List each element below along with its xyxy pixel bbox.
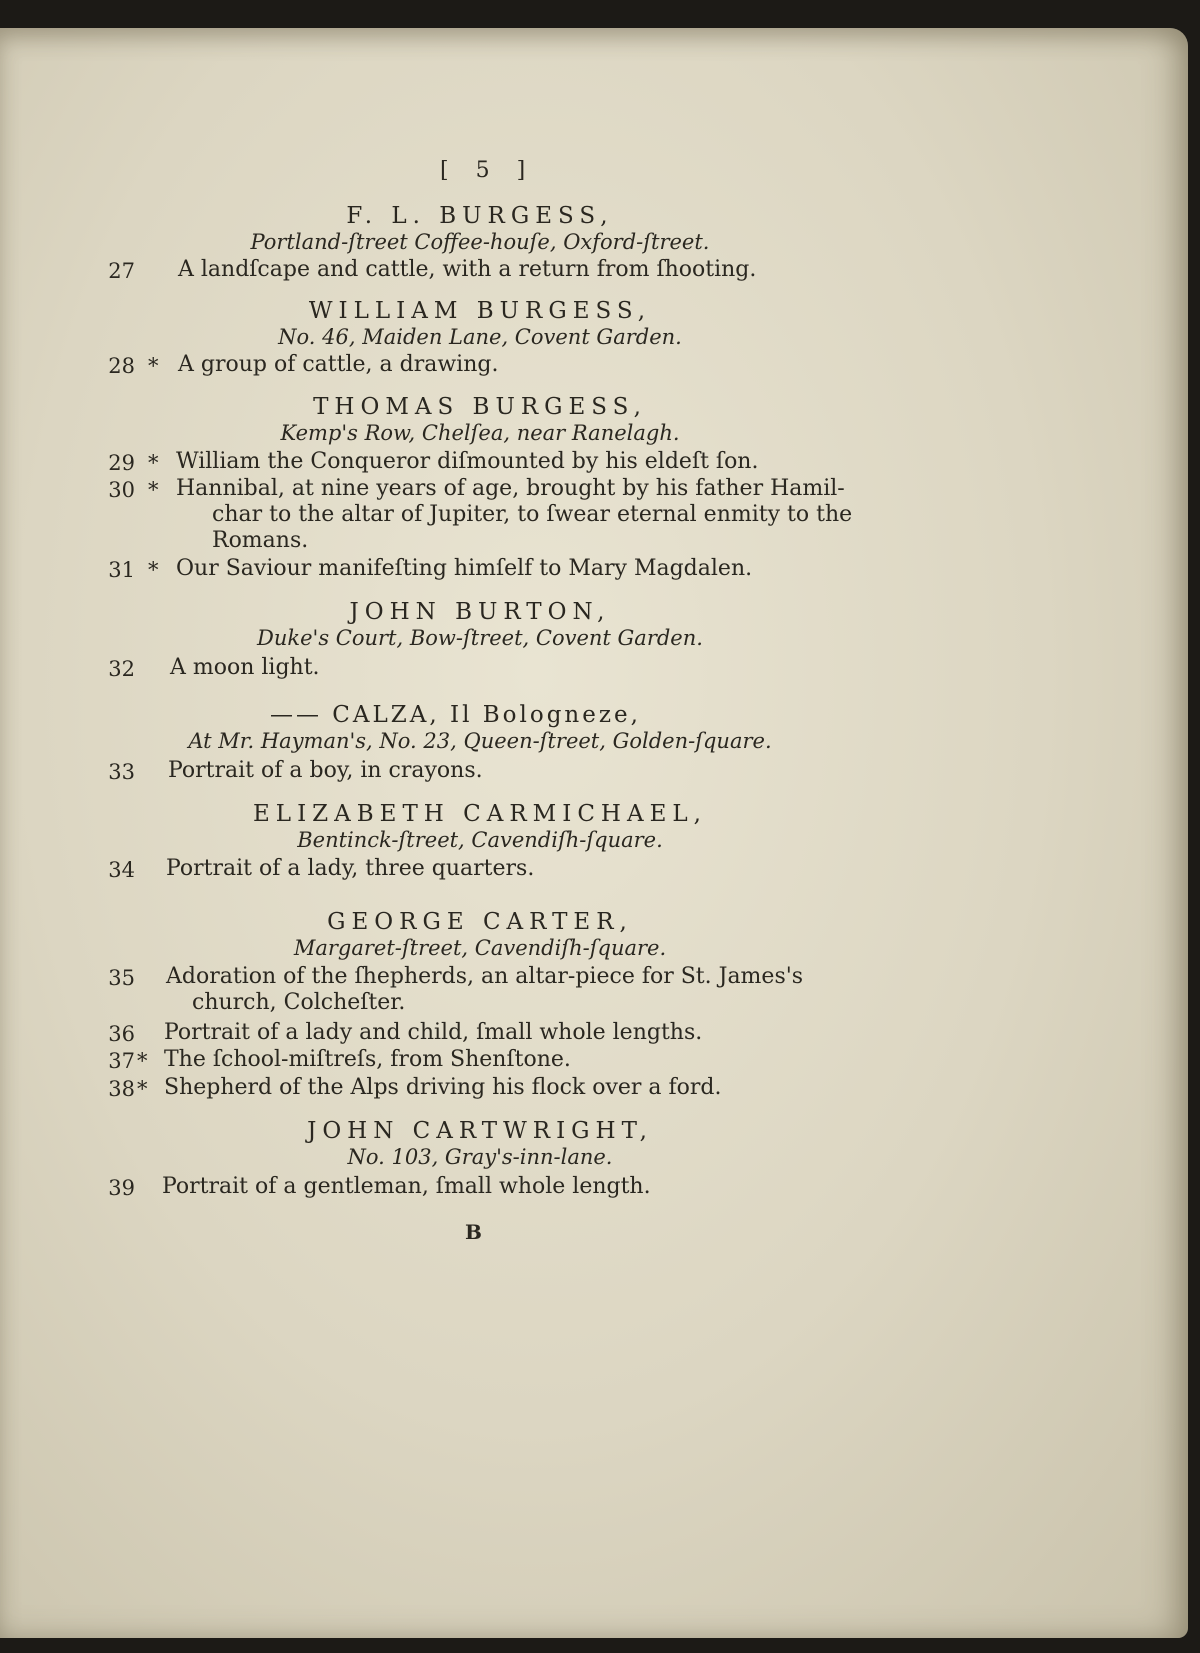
work-title: The ſchool-miſtreſs, from Shenſtone.	[164, 1047, 571, 1072]
star-marker: *	[148, 478, 159, 502]
work-title: Portrait of a lady, three quarters.	[166, 856, 535, 881]
catalogue-number: 30	[108, 478, 135, 502]
star-marker: *	[137, 1049, 148, 1073]
artist-address: Duke's Court, Bow-ſtreet, Covent Garden.	[257, 626, 703, 650]
catalogue-number: 34	[108, 858, 135, 882]
work-title: Portrait of a lady and child, ſmall whole lengths.	[164, 1020, 703, 1045]
book-page	[0, 28, 1188, 1638]
artist-name: GEORGE CARTER,	[327, 909, 633, 935]
work-title: Our Saviour manifeſting himſelf to Mary Magdalen.	[176, 556, 753, 581]
work-title: A landſcape and cattle, with a return from ſhooting.	[178, 257, 757, 282]
catalogue-number: 39	[108, 1176, 135, 1200]
work-title: A group of cattle, a drawing.	[178, 352, 499, 377]
work-title: A moon light.	[170, 655, 320, 680]
artist-address: No. 46, Maiden Lane, Covent Garden.	[278, 325, 682, 349]
catalogue-number: 31	[108, 558, 135, 582]
work-title: Shepherd of the Alps driving his flock over a ford.	[164, 1075, 722, 1100]
artist-address: Bentinck-ſtreet, Cavendiſh-ſquare.	[297, 828, 663, 852]
signature-mark: B	[465, 1220, 482, 1244]
work-title: Adoration of the ſhepherds, an altar-piece for St. James's	[166, 964, 804, 989]
artist-name: WILLIAM BURGESS,	[308, 298, 652, 324]
work-title: Hannibal, at nine years of age, brought by his father Hamil-	[176, 476, 845, 501]
catalogue-number: 35	[108, 966, 135, 990]
catalogue-number: 27	[108, 259, 135, 283]
star-marker: *	[148, 451, 159, 475]
catalogue-number: 29	[108, 451, 135, 475]
artist-address: At Mr. Hayman's, No. 23, Queen-ſtreet, Golden-ſquare.	[188, 729, 772, 753]
page-number: [ 5 ]	[440, 158, 536, 183]
artist-name: THOMAS BURGESS,	[313, 394, 647, 420]
star-marker: *	[137, 1077, 148, 1101]
catalogue-number: 36	[108, 1022, 135, 1046]
artist-name: JOHN CARTWRIGHT,	[307, 1118, 653, 1144]
star-marker: *	[148, 558, 159, 582]
work-title: Portrait of a boy, in crayons.	[168, 758, 483, 783]
catalogue-number: 37	[108, 1049, 135, 1073]
catalogue-number: 28	[108, 354, 135, 378]
artist-address: Portland-ſtreet Coffee-houſe, Oxford-ſtreet.	[250, 230, 710, 254]
work-title-continued: char to the altar of Jupiter, to ſwear eternal enmity to the	[212, 502, 853, 527]
star-marker: *	[148, 354, 159, 378]
artist-name: JOHN BURTON,	[349, 599, 611, 625]
artist-name: ELIZABETH CARMICHAEL,	[253, 801, 707, 827]
work-title-continued: church, Colcheſter.	[192, 990, 406, 1015]
artist-address: No. 103, Gray's-inn-lane.	[347, 1145, 613, 1169]
work-title-continued: Romans.	[212, 528, 309, 553]
artist-name: —— CALZA, Il Bologneze,	[270, 702, 641, 728]
catalogue-number: 32	[108, 657, 135, 681]
work-title: William the Conqueror diſmounted by his eldeſt ſon.	[176, 449, 759, 474]
artist-address: Margaret-ſtreet, Cavendiſh-ſquare.	[293, 936, 667, 960]
catalogue-number: 38	[108, 1077, 135, 1101]
artist-name: F. L. BURGESS,	[346, 203, 614, 229]
work-title: Portrait of a gentleman, ſmall whole length.	[162, 1174, 651, 1199]
catalogue-number: 33	[108, 760, 135, 784]
artist-address: Kemp's Row, Chelſea, near Ranelagh.	[280, 421, 680, 445]
